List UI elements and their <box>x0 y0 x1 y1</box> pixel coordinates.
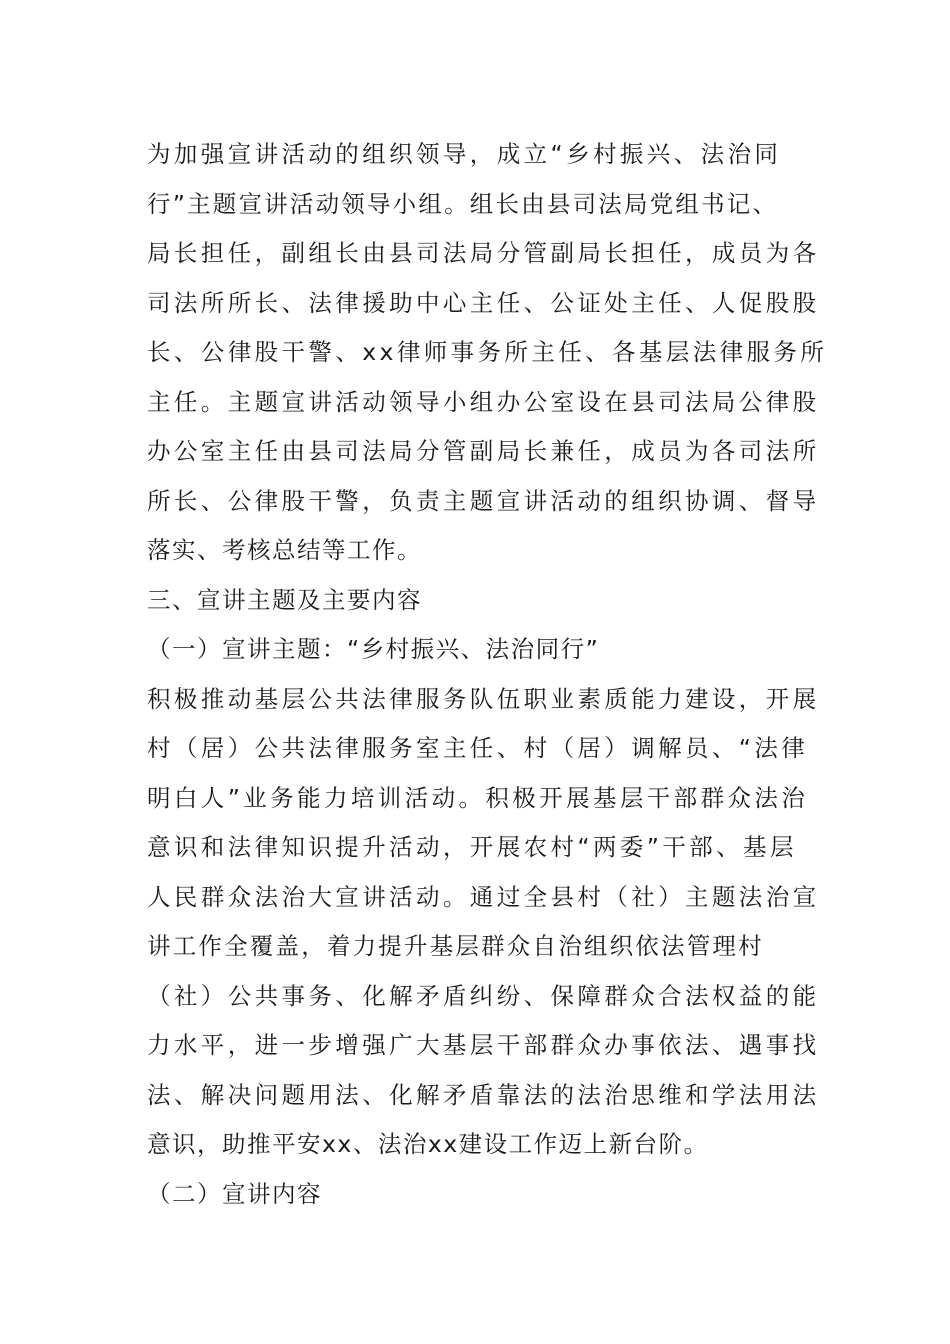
subsection-heading: （一）宣讲主题：“乡村振兴、法治同行” <box>147 635 600 663</box>
text-line: 办公室主任由县司法局分管副局长兼任，成员为各司法所 <box>147 437 820 465</box>
text-line: 司法所所长、法律援助中心主任、公证处主任、人促股股 <box>147 288 820 317</box>
text-line: 行”主题宣讲活动领导小组。组长由县司法局党组书记、 <box>147 189 779 218</box>
text-line: 人民群众法治大宣讲活动。通过全县村（社）主题法治宣 <box>147 882 820 911</box>
text-line: 意识和法律知识提升活动，开展农村“两委”干部、基层 <box>147 833 797 861</box>
text-line: 法、解决问题用法、化解矛盾靠法的法治思维和学法用法 <box>147 1080 820 1109</box>
text-line: 明白人”业务能力培训活动。积极开展基层干部群众法治 <box>147 783 809 812</box>
text-line: 讲工作全覆盖，着力提升基层群众自治组织依法管理村 <box>147 932 764 960</box>
text-line: 长、公律股干警、xx律师事务所主任、各基层法律服务所 <box>147 338 828 366</box>
section-heading: 三、宣讲主题及主要内容 <box>147 585 422 614</box>
text-line: 村（居）公共法律服务室主任、村（居）调解员、“法律 <box>147 734 809 762</box>
text-line: 意识，助推平安xx、法治xx建设工作迈上新台阶。 <box>147 1130 709 1158</box>
text-line: 力水平，进一步增强广大基层干部群众办事依法、遇事找 <box>147 1031 820 1059</box>
text-line: 为加强宣讲活动的组织领导，成立“乡村振兴、法治同 <box>147 140 782 168</box>
text-line: 局长担任，副组长由县司法局分管副局长担任，成员为各 <box>147 239 820 267</box>
text-line: 积极推动基层公共法律服务队伍职业素质能力建设，开展 <box>147 684 820 713</box>
subsection-heading: （二）宣讲内容 <box>147 1179 322 1208</box>
document-body <box>147 130 828 1219</box>
text-line: 落实、考核总结等工作。 <box>147 536 422 564</box>
text-line: 主任。主题宣讲活动领导小组办公室设在县司法局公律股 <box>147 387 820 416</box>
text-line: 所长、公律股干警，负责主题宣讲活动的组织协调、督导 <box>147 486 820 515</box>
text-line: （社）公共事务、化解矛盾纠纷、保障群众合法权益的能 <box>147 981 820 1010</box>
